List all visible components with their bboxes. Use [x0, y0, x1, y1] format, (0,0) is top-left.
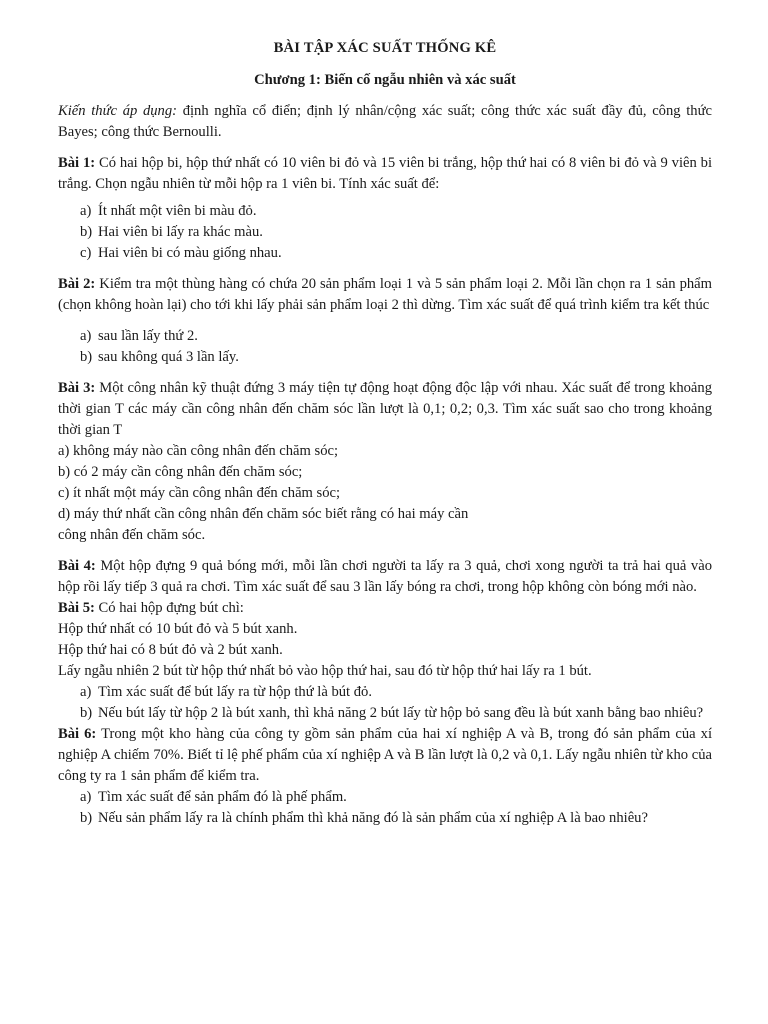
exercise-5-label: Bài 5:: [58, 600, 95, 616]
intro-text: định nghĩa cổ điển; định lý nhân/cộng xác suất; công thức xác suất đầy đủ, công thức Bayes; công thức Bernoulli.: [58, 103, 712, 140]
exercise-2: [58, 274, 712, 316]
exercise-5-list: [58, 682, 712, 724]
exercise-5-line: Hộp thứ hai có 8 bút đỏ và 2 bút xanh.: [58, 642, 283, 658]
exercise-3-label: Bài 3:: [58, 380, 96, 396]
list-item: [58, 787, 712, 808]
exercise-2-text: Kiểm tra một thùng hàng có chứa 20 sản phẩm loại 1 và 5 sản phẩm loại 2. Mỗi lần chọn ra 1 sản phẩm (chọn không hoàn lại) cho tới khi lấy phải sản phẩm loại 2 thì dừng. Tìm xác suất để quá trình kiểm tra kết thúc: [58, 276, 713, 313]
list-item: [58, 326, 712, 347]
list-item-text: Tìm xác suất để bút lấy ra từ hộp thứ là bút đỏ.: [98, 684, 372, 700]
list-marker: a): [80, 328, 92, 344]
list-item: [58, 347, 712, 368]
list-item-text: Hai viên bi lấy ra khác màu.: [98, 224, 263, 240]
list-marker: a): [80, 684, 92, 700]
list-item: [58, 808, 712, 829]
exercise-6-list: [58, 787, 712, 829]
list-marker: b): [80, 349, 93, 365]
list-item-text: sau lần lấy thứ 2.: [98, 328, 198, 344]
list-item: [58, 222, 712, 243]
list-marker: b): [80, 224, 93, 240]
exercise-3-line: công nhân đến chăm sóc.: [58, 527, 206, 543]
list-item-text: Tìm xác suất để sản phẩm đó là phế phẩm.: [98, 789, 347, 805]
exercise-2-list: [58, 326, 712, 368]
list-marker: b): [80, 810, 93, 826]
list-item-text: Ít nhất một viên bi màu đỏ.: [98, 203, 257, 219]
exercise-3: [58, 378, 712, 441]
exercise-5-line: Hộp thứ nhất có 10 bút đỏ và 5 bút xanh.: [58, 621, 298, 637]
exercise-1: [58, 153, 712, 195]
list-item-text: Nếu sản phẩm lấy ra là chính phẩm thì khả năng đó là sản phẩm của xí nghiệp A là bao nhiêu?: [98, 810, 648, 826]
document-title: BÀI TẬP XÁC SUẤT THỐNG KÊ: [273, 40, 497, 56]
intro-paragraph: [58, 101, 712, 143]
list-item-text: Nếu bút lấy từ hộp 2 là bút xanh, thì khả năng 2 bút lấy từ hộp bỏ sang đều là bút xanh bằng bao nhiêu?: [98, 705, 704, 721]
list-item: [58, 703, 712, 724]
list-marker: b): [80, 705, 93, 721]
list-marker: c): [80, 245, 92, 261]
exercise-5-text: Có hai hộp đựng bút chì:: [94, 600, 244, 616]
exercise-3-line: b) có 2 máy cần công nhân đến chăm sóc;: [58, 464, 303, 480]
exercise-2-label: Bài 2:: [58, 276, 96, 292]
exercise-5-line: Lấy ngẫu nhiên 2 bút từ hộp thứ nhất bỏ vào hộp thứ hai, sau đó từ hộp thứ hai lấy ra 1 bút.: [58, 663, 592, 679]
list-item: [58, 201, 712, 222]
exercise-6-text: Trong một kho hàng của công ty gồm sản phẩm của hai xí nghiệp A và B, trong đó sản phẩm của xí nghiệp A chiếm 70%. Biết tỉ lệ phế phẩm của xí nghiệp A và B lần lượt là 0,2 và 0,1. Lấy ngẫu nhiên từ kho của công ty ra 1 sản phẩm để kiểm tra.: [58, 726, 713, 784]
exercise-1-label: Bài 1:: [58, 155, 96, 171]
exercise-3-line: c) ít nhất một máy cần công nhân đến chăm sóc;: [58, 485, 341, 501]
exercise-1-list: [58, 201, 712, 264]
exercise-4: [58, 556, 712, 598]
exercise-1-text: Có hai hộp bi, hộp thứ nhất có 10 viên bi đỏ và 15 viên bi trắng, hộp thứ hai có 8 viên bi đỏ và 9 viên bi trắng. Chọn ngẫu nhiên từ mỗi hộp ra 1 viên bi. Tính xác suất để:: [58, 155, 712, 192]
list-item-text: Hai viên bi có màu giống nhau.: [98, 245, 282, 261]
exercise-3-line: d) máy thứ nhất cần công nhân đến chăm sóc biết rằng có hai máy cần: [58, 506, 469, 522]
list-item-text: sau không quá 3 lần lấy.: [98, 349, 239, 365]
exercise-6-label: Bài 6:: [58, 726, 97, 742]
list-marker: a): [80, 789, 92, 805]
exercise-3-line: a) không máy nào cần công nhân đến chăm sóc;: [58, 443, 339, 459]
list-item: [58, 243, 712, 264]
list-item: [58, 682, 712, 703]
exercise-4-text: Một hộp đựng 9 quả bóng mới, mỗi lần chơi người ta lấy ra 3 quả, chơi xong người ta trả hai quả vào hộp rồi lấy tiếp 3 quả ra chơi. Tìm xác suất để sau 3 lần lấy bóng ra chơi, trong hộp không còn bóng mới nào.: [58, 558, 712, 595]
intro-label: Kiến thức áp dụng:: [58, 103, 178, 119]
list-marker: a): [80, 203, 92, 219]
chapter-heading: Chương 1: Biến cố ngẫu nhiên và xác suất: [254, 72, 516, 88]
exercise-5: [58, 598, 712, 619]
exercise-6: [58, 724, 712, 787]
exercise-3-text: Một công nhân kỹ thuật đứng 3 máy tiện tự động hoạt động độc lập với nhau. Xác suất để trong khoảng thời gian T các máy cần công nhân đến chăm sóc lần lượt là 0,1; 0,2; 0,3. Tìm xác suất sao cho trong khoảng thời gian T: [58, 380, 712, 438]
exercise-4-label: Bài 4:: [58, 558, 96, 574]
